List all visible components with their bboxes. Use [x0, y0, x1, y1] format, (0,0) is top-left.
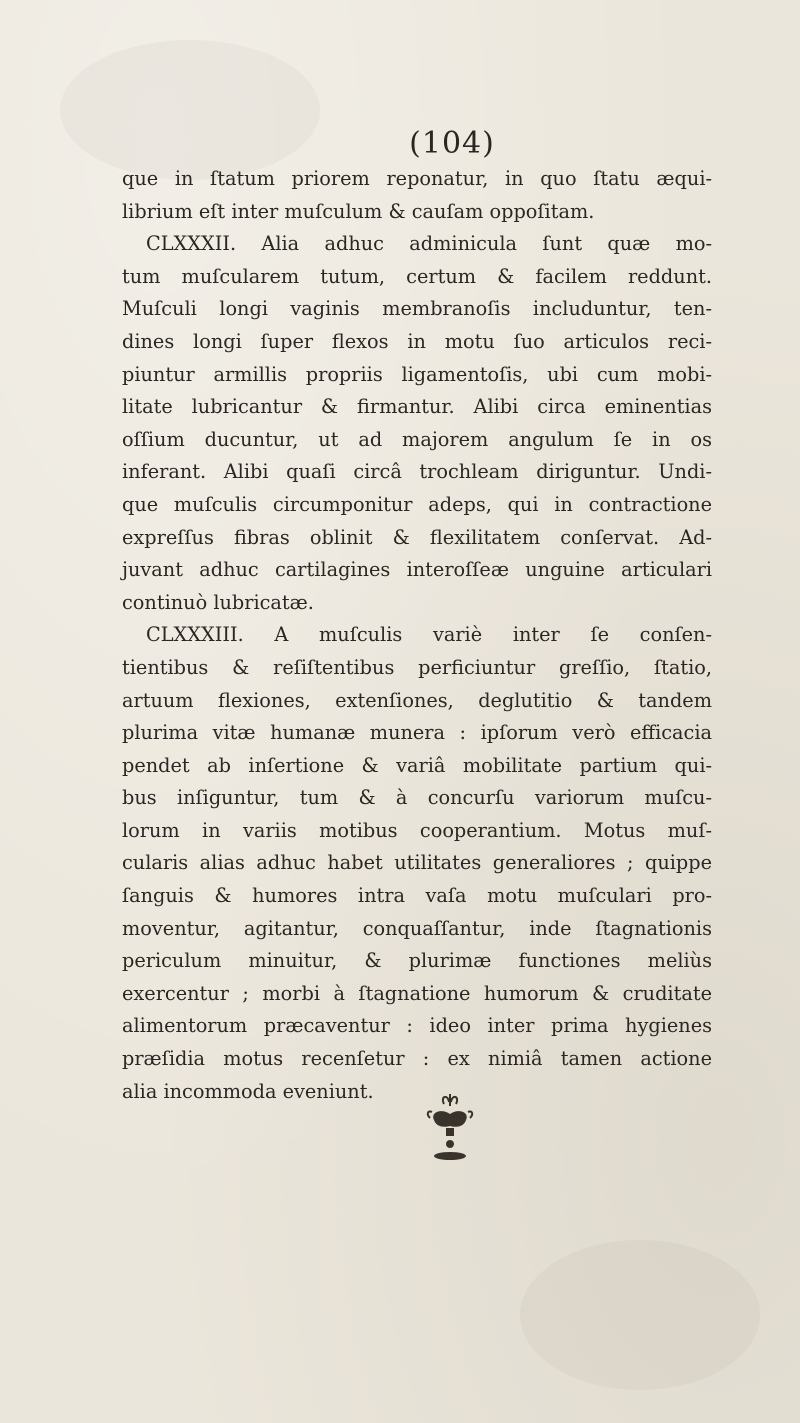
text-line: que muſculis circumponitur adeps, qui in contractione	[122, 492, 712, 516]
text-line: oſſium ducuntur, ut ad majorem angulum ſe in os	[122, 427, 712, 451]
page-number: (104)	[409, 126, 495, 161]
section-heading-line: CLXXXII. Alia adhuc adminicula ſunt quæ mo-	[146, 232, 712, 256]
text-line: inferant. Alibi quaſi circâ trochleam diriguntur. Undi-	[122, 460, 712, 484]
body-text	[122, 163, 712, 1108]
text-line: lorum in variis motibus cooperantium. Motus muſ-	[122, 818, 712, 842]
text-line: cularis alias adhuc habet utilitates generaliores ; quippe	[122, 851, 712, 875]
text-line: pendet ab inſertione & variâ mobilitate partium qui-	[122, 753, 712, 777]
text-line: bus inſiguntur, tum & à concurſu variorum muſcu-	[122, 786, 712, 810]
text-line: dines longi ſuper flexos in motu ſuo articulos reci-	[122, 329, 712, 353]
text-line: periculum minuitur, & plurimæ functiones meliùs	[122, 949, 712, 973]
text-line: tientibus & reſiſtentibus perficiuntur greſſio, ſtatio,	[122, 655, 712, 679]
text-line: alia incommoda eveniunt.	[122, 1079, 374, 1103]
text-line: exercentur ; morbi à ſtagnatione humorum & cruditate	[122, 981, 712, 1005]
text-line: tum muſcularem tutum, certum & facilem reddunt.	[122, 264, 712, 288]
text-line: litate lubricantur & firmantur. Alibi circa eminentias	[122, 395, 712, 419]
text-line: Muſculi longi vaginis membranoſis includuntur, ten-	[122, 297, 712, 321]
tailpiece-ornament-icon	[420, 1090, 480, 1170]
text-line: moventur, agitantur, conquaſſantur, inde ſtagnationis	[122, 916, 712, 940]
text-line: juvant adhuc cartilagines interoſſeæ unguine articulari	[122, 558, 712, 582]
text-line: que in ſtatum priorem reponatur, in quo ſtatu æqui-	[122, 167, 712, 190]
text-line: plurima vitæ humanæ munera : ipſorum verò efficacia	[122, 721, 712, 745]
text-line: piuntur armillis propriis ligamentoſis, ubi cum mobi-	[122, 362, 712, 386]
text-line: artuum flexiones, extenſiones, deglutitio & tandem	[122, 688, 712, 712]
section-heading-line: CLXXXIII. A muſculis variè inter ſe conſen-	[146, 623, 712, 647]
text-line: continuò lubricatæ.	[122, 590, 314, 614]
paper-stain	[520, 1240, 760, 1390]
text-line: præſidia motus recenſetur : ex nimiâ tamen actione	[122, 1047, 712, 1071]
text-line: librium eſt inter muſculum & cauſam oppoſitam.	[122, 199, 595, 223]
text-line: alimentorum præcaventur : ideo inter prima hygienes	[122, 1014, 712, 1038]
text-line: expreſſus fibras oblinit & flexilitatem conſervat. Ad-	[122, 525, 712, 549]
text-line: ſanguis & humores intra vaſa motu muſculari pro-	[122, 884, 712, 908]
